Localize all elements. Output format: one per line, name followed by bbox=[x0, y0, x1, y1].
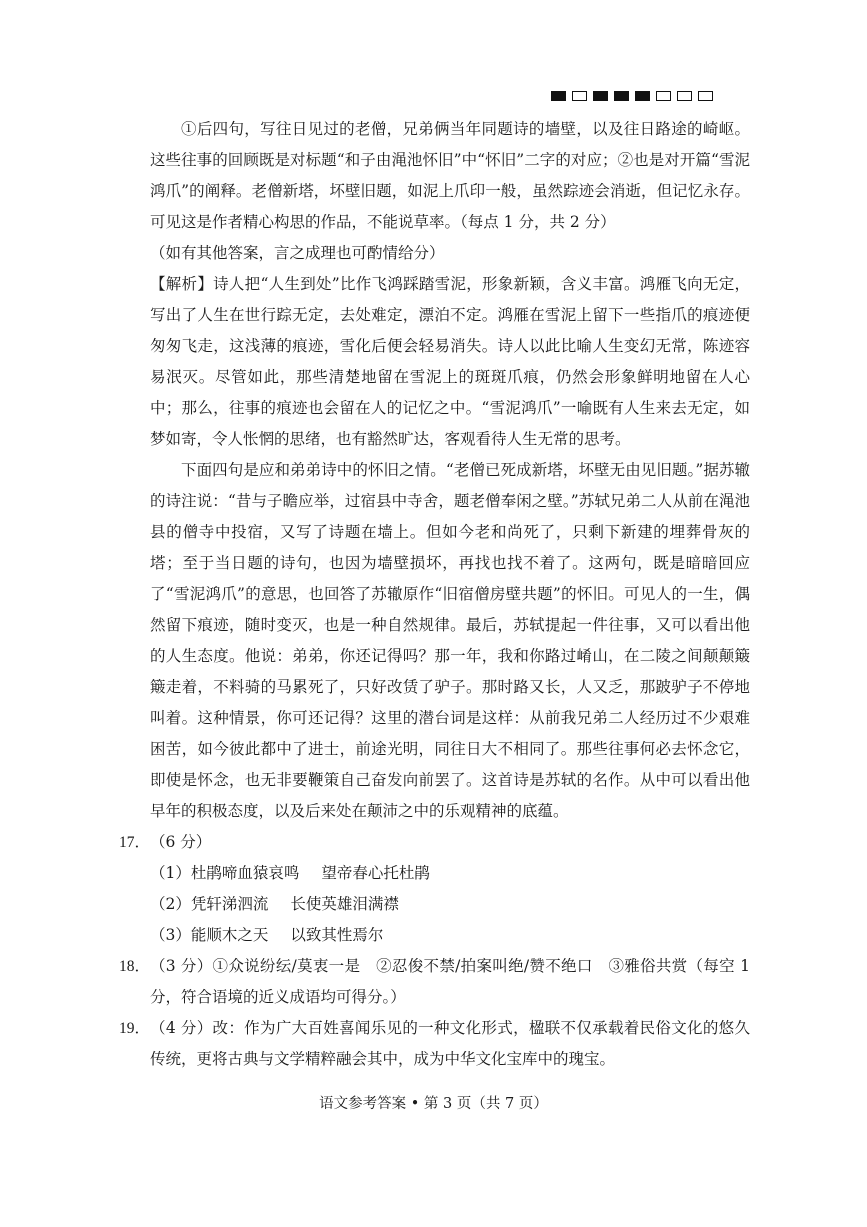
filled-square-mark bbox=[635, 91, 650, 101]
filled-square-mark bbox=[614, 91, 629, 101]
empty-square-mark bbox=[677, 91, 692, 101]
answer-item-a: （2）凭轩涕泗流 bbox=[150, 895, 269, 913]
question-19 bbox=[119, 1013, 750, 1075]
answer-item-a: （1）杜鹃啼血猿哀鸣 bbox=[150, 864, 300, 882]
question-number: 18． bbox=[119, 958, 151, 975]
filled-square-mark bbox=[551, 91, 566, 101]
empty-square-mark bbox=[656, 91, 671, 101]
filled-square-mark bbox=[593, 91, 608, 101]
answer-item-a: （3）能顺木之天 bbox=[150, 926, 269, 944]
question-number: 19． bbox=[119, 1020, 151, 1037]
question-score: （6 分） bbox=[150, 833, 212, 851]
analysis-text: 诗人把“人生到处”比作飞鸿踩踏雪泥，形象新颖，含义丰富。鸿雁飞向无定，写出了人生在世行踪无定，去处难定，漂泊不定。鸿雁在雪泥上留下一些指爪的痕迹便匆匆飞走，这浅薄的痕迹，雪化后便会轻易消失。诗人以此比喻人生变幻无常，陈迹容易泯灭。尽管如此，那些清楚地留在雪泥上的斑斑爪痕，仍然会形象鲜明地留在人心中；那么，往事的痕迹也会留在人的记忆之中。“雪泥鸿爪”一喻既有人生来去无定，如梦如寄，令人怅惘的思绪，也有豁然旷达，客观看待人生无常的思考。 bbox=[150, 275, 750, 448]
analysis-paragraph-2: 下面四句是应和弟弟诗中的怀旧之情。“老僧已死成新塔，坏壁无由见旧题。”据苏辙的诗注说：“昔与子瞻应举，过宿县中寺舍，题老僧奉闲之壁。”苏轼兄弟二人从前在渑池县的僧寺中投宿，又写了诗题在墙上。但如今老和尚死了，只剩下新建的埋葬骨灰的塔；至于当日题的诗句，也因为墙壁损坏，再找也找不着了。这两句，既是暗暗回应了“雪泥鸿爪”的意思，也回答了苏辙原作“旧宿僧房壁共题”的怀旧。可见人的一生，偶然留下痕迹，随时变灭，也是一种自然规律。最后，苏轼提起一件往事，又可以看出他的人生态度。他说：弟弟，你还记得吗？那一年，我和你路过崤山，在二陵之间颠颠簸簸走着，不料骑的马累死了，只好改赁了驴子。那时路又长，人又乏，那跛驴子不停地叫着。这种情景，你可还记得？这里的潜台词是这样：从前我兄弟二人经历过不少艰难困苦，如今彼此都中了进士，前途光明，同往日大不相同了。那些往事何必去怀念它，即使是怀念，也无非要鞭策自己奋发向前罢了。这首诗是苏轼的名作。从中可以看出他早年的积极态度，以及后来处在颠沛之中的乐观精神的底蕴。 bbox=[150, 461, 750, 820]
answer-item bbox=[150, 920, 750, 951]
question-number: 17． bbox=[119, 834, 151, 851]
analysis-tag: 【解析】 bbox=[150, 275, 214, 293]
empty-square-mark bbox=[572, 91, 587, 101]
answer-item-b: 望帝春心托杜鹃 bbox=[321, 864, 430, 882]
header-marks bbox=[551, 91, 713, 101]
answer-item-b: 长使英雄泪满襟 bbox=[290, 895, 399, 913]
analysis-paragraph bbox=[150, 269, 750, 455]
question-answer: （3 分）①众说纷纭/莫衷一是 ②忍俊不禁/拍案叫绝/赞不绝口 ③雅俗共赏（每空 1 分，符合语境的近义成语均可得分。） bbox=[150, 957, 750, 1006]
question-answer: （4 分）改：作为广大百姓喜闻乐见的一种文化形式，楹联不仅承载着民俗文化的悠久传统，更将古典与文学精粹融会其中，成为中华文化宝库中的瑰宝。 bbox=[150, 1019, 750, 1068]
question-17 bbox=[119, 827, 750, 951]
answer-item bbox=[150, 889, 750, 920]
empty-square-mark bbox=[698, 91, 713, 101]
answer-item bbox=[150, 858, 750, 889]
page-footer: 语文参考答案 • 第 3 页（共 7 页） bbox=[319, 1096, 548, 1112]
answer-content bbox=[119, 114, 750, 1075]
answer-item-b: 以致其性焉尔 bbox=[290, 926, 384, 944]
question-18 bbox=[119, 951, 750, 1013]
answer-paragraph-1: ①后四句，写往日见过的老僧，兄弟俩当年同题诗的墙壁，以及往日路途的崎岖。这些往事的回顾既是对标题“和子由渑池怀旧”中“怀旧”二字的对应；②也是对开篇“雪泥鸿爪”的阐释。老僧新塔，坏壁旧题，如泥上爪印一般，虽然踪迹会消逝，但记忆永存。可见这是作者精心构思的作品，不能说草率。（每点 1 分，共 2 分） bbox=[150, 120, 750, 231]
answer-note: （如有其他答案，言之成理也可酌情给分） bbox=[150, 244, 445, 262]
